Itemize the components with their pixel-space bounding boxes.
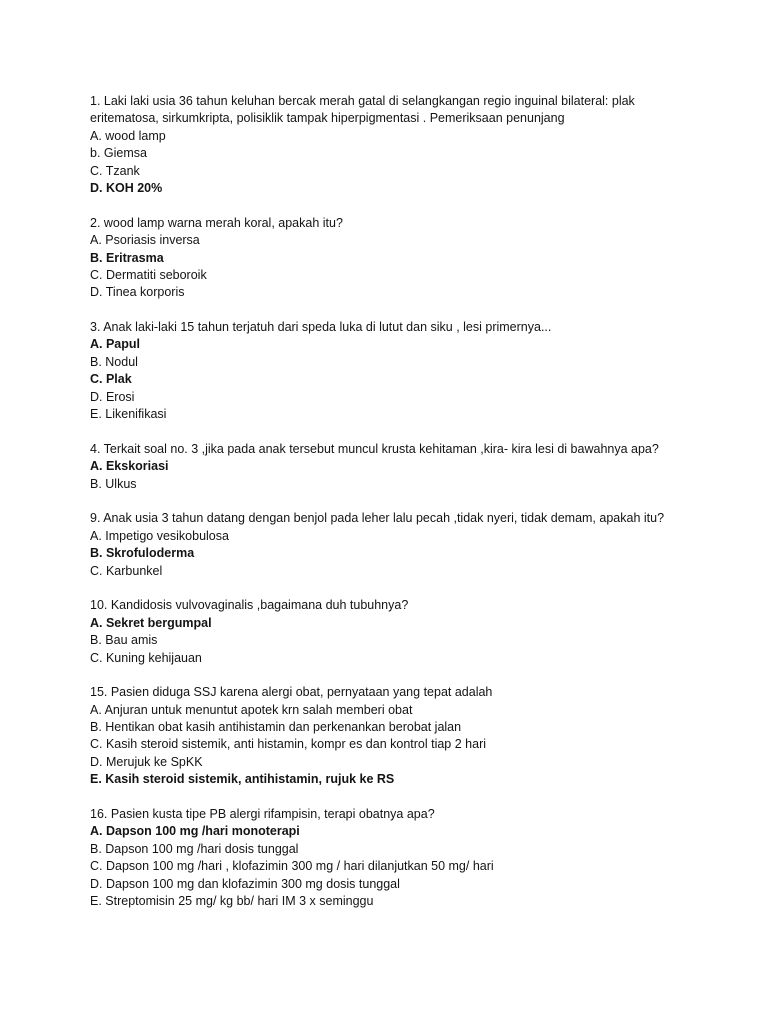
answer-option: B. Dapson 100 mg /hari dosis tunggal (90, 841, 299, 856)
question-stem: 3. Anak laki-laki 15 tahun terjatuh dari speda luka di lutut dan siku , lesi primernya... (90, 320, 552, 335)
question-15 (90, 684, 754, 788)
answer-option: C. Dapson 100 mg /hari , klofazimin 300 mg / hari dilanjutkan 50 mg/ hari (90, 859, 494, 874)
question-stem: 4. Terkait soal no. 3 ,jika pada anak tersebut muncul krusta kehitaman ,kira- kira lesi di bawahnya apa? (90, 441, 659, 456)
answer-option: C. Karbunkel (90, 563, 163, 578)
question-4 (90, 441, 754, 493)
answer-option: E. Streptomisin 25 mg/ kg bb/ hari IM 3 x seminggu (90, 893, 374, 908)
answer-option: D. Dapson 100 mg dan klofazimin 300 mg dosis tunggal (90, 876, 400, 891)
answer-option-highlighted: A. Ekskoriasi (90, 459, 169, 474)
answer-option-highlighted: D. KOH 20% (90, 180, 163, 195)
answer-option: D. Merujuk ke SpKK (90, 754, 203, 769)
question-3 (90, 319, 754, 423)
answer-option-highlighted: A. Papul (90, 337, 141, 352)
question-stem: eritematosa, sirkumkripta, polisiklik tampak hiperpigmentasi . Pemeriksaan penunjang (90, 111, 565, 126)
answer-option: A. Psoriasis inversa (90, 233, 200, 248)
answer-option: C. Dermatiti seboroik (90, 267, 207, 282)
answer-option: b. Giemsa (90, 146, 147, 161)
answer-option: B. Ulkus (90, 476, 137, 491)
question-1 (90, 93, 754, 197)
answer-option-highlighted: C. Plak (90, 372, 132, 387)
answer-option: B. Bau amis (90, 633, 158, 648)
answer-option: D. Tinea korporis (90, 285, 185, 300)
question-2 (90, 215, 754, 302)
answer-option: C. Tzank (90, 163, 140, 178)
answer-option: B. Nodul (90, 354, 138, 369)
question-9 (90, 510, 754, 580)
spacer (90, 789, 754, 806)
answer-option: A. Anjuran untuk menuntut apotek krn salah memberi obat (90, 702, 413, 717)
spacer (90, 667, 754, 684)
answer-option: B. Hentikan obat kasih antihistamin dan perkenankan berobat jalan (90, 720, 462, 735)
spacer (90, 302, 754, 319)
spacer (90, 580, 754, 597)
question-stem: 16. Pasien kusta tipe PB alergi rifampisin, terapi obatnya apa? (90, 807, 435, 822)
answer-option: E. Likenifikasi (90, 407, 167, 422)
spacer (90, 197, 754, 214)
spacer (90, 423, 754, 440)
answer-option: A. Impetigo vesikobulosa (90, 528, 229, 543)
answer-option-highlighted: A. Dapson 100 mg /hari monoterapi (90, 824, 300, 839)
answer-option-highlighted: A. Sekret bergumpal (90, 615, 212, 630)
spacer (90, 493, 754, 510)
question-stem: 10. Kandidosis vulvovaginalis ,bagaimana duh tubuhnya? (90, 598, 409, 613)
answer-option-highlighted: B. Skrofuloderma (90, 546, 195, 561)
answer-option: D. Erosi (90, 389, 135, 404)
question-16 (90, 806, 754, 910)
question-stem: 2. wood lamp warna merah koral, apakah itu? (90, 215, 343, 230)
answer-option: A. wood lamp (90, 128, 166, 143)
question-stem: 9. Anak usia 3 tahun datang dengan benjol pada leher lalu pecah ,tidak nyeri, tidak demam, apakah itu? (90, 511, 665, 526)
answer-option: C. Kasih steroid sistemik, anti histamin, kompr es dan kontrol tiap 2 hari (90, 737, 487, 752)
question-stem: 1. Laki laki usia 36 tahun keluhan bercak merah gatal di selangkangan regio inguinal bilateral: plak (90, 94, 635, 108)
answer-option-highlighted: B. Eritrasma (90, 250, 164, 265)
answer-option: C. Kuning kehijauan (90, 650, 202, 665)
question-stem: 15. Pasien diduga SSJ karena alergi obat, pernyataan yang tepat adalah (90, 685, 493, 700)
answer-option-highlighted: E. Kasih steroid sistemik, antihistamin, rujuk ke RS (90, 772, 395, 787)
question-10 (90, 597, 754, 667)
